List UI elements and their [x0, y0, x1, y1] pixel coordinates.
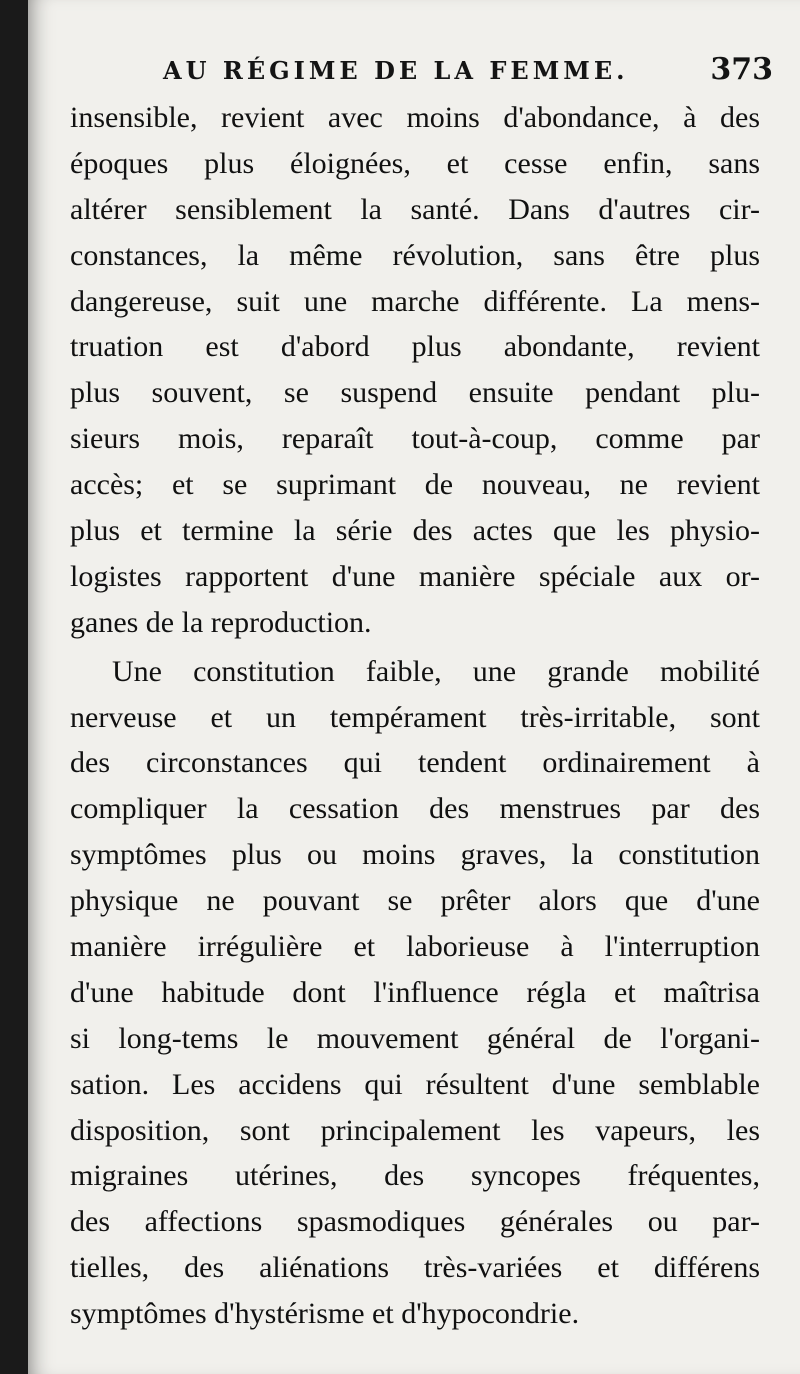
text-line: sieurs mois, reparaît tout-à-coup, comme par: [70, 422, 760, 456]
text-line: symptômes d'hystérisme et d'hypocondrie.: [70, 1297, 580, 1331]
text-line: époques plus éloignées, et cesse enfin, sans: [70, 146, 760, 180]
text-line: manière irrégulière et laborieuse à l'interruption: [70, 930, 760, 964]
running-title: AU RÉGIME DE LA FEMME.: [163, 56, 629, 85]
text-line: dangereuse, suit une marche différente. La mens-: [70, 284, 760, 318]
text-line: nerveuse et un tempérament très-irritable, sont: [70, 700, 760, 734]
text-line: si long-tems le mouvement général de l'organi-: [70, 1021, 760, 1055]
text-line: symptômes plus ou moins graves, la constitution: [70, 838, 760, 872]
text-line: plus et termine la série des actes que les physio-: [70, 514, 760, 548]
text-line: constances, la même révolution, sans être plus: [70, 238, 760, 272]
page-number: 373: [710, 52, 773, 87]
paragraph-2: [70, 649, 760, 1337]
text-line: insensible, revient avec moins d'abondance, à des: [70, 101, 760, 134]
text-line: ganes de la reproduction.: [70, 605, 372, 639]
text-line: physique ne pouvant se prêter alors que d'une: [70, 884, 760, 918]
page-header: [163, 52, 773, 92]
book-page: [28, 0, 800, 1374]
text-line: disposition, sont principalement les vapeurs, les: [70, 1113, 760, 1147]
text-line: plus souvent, se suspend ensuite pendant plu-: [70, 376, 760, 410]
text-line: logistes rapportent d'une manière spéciale aux or-: [70, 559, 760, 593]
paragraph-1: [70, 95, 760, 646]
text-line: tielles, des aliénations très-variées et différens: [70, 1251, 760, 1285]
text-line: migraines utérines, des syncopes fréquentes,: [70, 1159, 760, 1193]
text-line: des circonstances qui tendent ordinairement à: [70, 746, 760, 780]
text-line: sation. Les accidens qui résultent d'une semblable: [70, 1067, 760, 1101]
text-line: compliquer la cessation des menstrues par des: [70, 792, 760, 826]
text-line: accès; et se suprimant de nouveau, ne revient: [70, 468, 760, 502]
text-line: d'une habitude dont l'influence régla et maîtrisa: [70, 975, 760, 1009]
text-line: altérer sensiblement la santé. Dans d'autres cir-: [70, 192, 760, 226]
page-body: [70, 95, 760, 1337]
text-line: Une constitution faible, une grande mobilité: [112, 654, 760, 688]
text-line: truation est d'abord plus abondante, revient: [70, 330, 760, 364]
text-line: des affections spasmodiques générales ou par-: [70, 1205, 760, 1239]
